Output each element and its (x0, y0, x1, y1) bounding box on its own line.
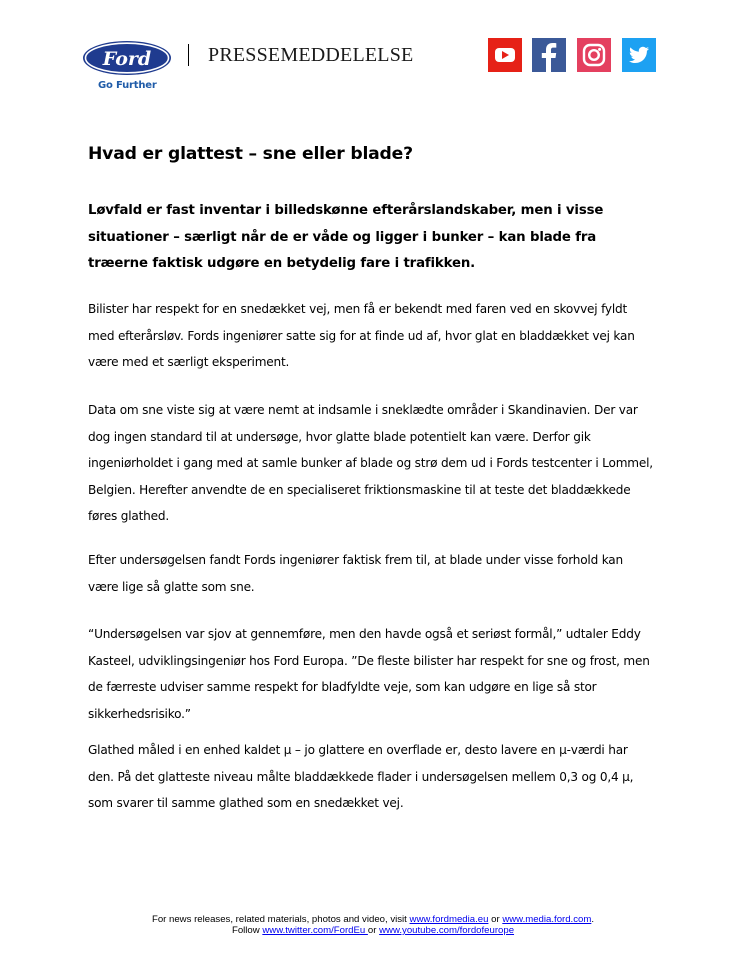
instagram-icon[interactable] (577, 38, 611, 72)
twitter-link[interactable]: www.twitter.com/FordEu (262, 925, 368, 936)
paragraph-line: Kasteel, udviklingsingeniør hos Ford Europa. ”De fleste bilister har respekt for sne og frost, men (88, 653, 650, 668)
facebook-icon[interactable] (532, 38, 566, 72)
paragraph-line: Bilister har respekt for en snedækket vej, men få er bekendt med faren ved en skovvej fyldt (88, 302, 628, 316)
tagline: Go Further (98, 80, 157, 91)
fordmedia-link[interactable]: www.fordmedia.eu (409, 914, 489, 925)
twitter-icon[interactable] (622, 38, 656, 72)
paragraph-line: dog ingen standard til at undersøge, hvor glatte blade potentielt kan være. Derfor gik (88, 429, 591, 444)
page-footer (0, 914, 746, 936)
footer-line-1 (0, 914, 746, 925)
paragraph-line: Efter undersøgelsen fandt Fords ingeniører faktisk frem til, at blade under visse forhold kan (88, 553, 623, 567)
header-divider (188, 44, 189, 66)
footer-text: or (488, 914, 503, 925)
youtube-icon[interactable] (488, 38, 522, 72)
paragraph-line: være lige så glatte som sne. (88, 579, 255, 594)
ford-logo (82, 40, 172, 76)
paragraph-5 (88, 737, 678, 817)
paragraph-4 (88, 621, 678, 727)
paragraph-line: de færreste udviser samme respekt for bladfyldte veje, som kan udgøre en lige så stor (88, 680, 597, 694)
paragraph-line: Glathed måled i en enhed kaldet μ – jo glattere en overflade er, desto lavere en μ-værdi har (88, 743, 628, 757)
footer-line-2 (0, 925, 746, 936)
paragraph-2 (88, 397, 678, 530)
paragraph-line: sikkerhedsrisiko.” (88, 706, 191, 721)
paragraph-line: føres glathed. (88, 509, 169, 523)
paragraph-line: Belgien. Herefter anvendte de en specialiseret friktionsmaskine til at teste det bladdækkede (88, 482, 631, 497)
paragraph-line: “Undersøgelsen var sjov at gennemføre, men den havde også et seriøst formål,” udtaler Eddy (88, 627, 641, 641)
paragraph-line: Data om sne viste sig at være nemt at indsamle i sneklædte områder i Skandinavien. Der var (88, 403, 638, 417)
ford-logo-text: Ford (102, 48, 152, 70)
lead-line: situationer – særligt når de er våde og ligger i bunker – kan blade fra (88, 229, 597, 245)
footer-text: or (367, 925, 380, 936)
paragraph-line: være med et særligt eksperiment. (88, 355, 290, 369)
media-ford-link[interactable]: www.media.ford.com (502, 914, 592, 925)
paragraph-3 (88, 547, 678, 600)
paragraph-1 (88, 296, 678, 376)
paragraph-line: ingeniørholdet i gang med at samle bunker af blade og strø dem ud i Fords testcenter i Lommel, (88, 456, 653, 470)
footer-text: For news releases, related materials, photos and video, visit (151, 914, 410, 925)
paragraph-line: den. På det glatteste niveau målte bladdækkede flader i undersøgelsen mellem 0,3 og 0,4 μ, (88, 769, 634, 784)
lead-line: træerne faktisk udgøre en betydelig fare i trafikken. (88, 256, 476, 271)
footer-text: Follow (231, 925, 263, 936)
article-headline: Hvad er glattest – sne eller blade? (88, 144, 413, 164)
press-header (0, 0, 746, 100)
paragraph-line: som svarer til samme glathed som en snedækket vej. (88, 796, 404, 810)
article-lead (88, 198, 648, 278)
lead-line: Løvfald er fast inventar i billedskønne efterårslandskaber, men i visse (88, 203, 604, 218)
footer-text: . (591, 914, 595, 925)
youtube-link[interactable]: www.youtube.com/fordofeurope (379, 925, 515, 936)
paragraph-line: med efterårsløv. Fords ingeniører satte sig for at finde ud af, hvor glat en bladdækket vej kan (88, 328, 635, 343)
section-title: PRESSEMEDDELELSE (208, 44, 414, 66)
